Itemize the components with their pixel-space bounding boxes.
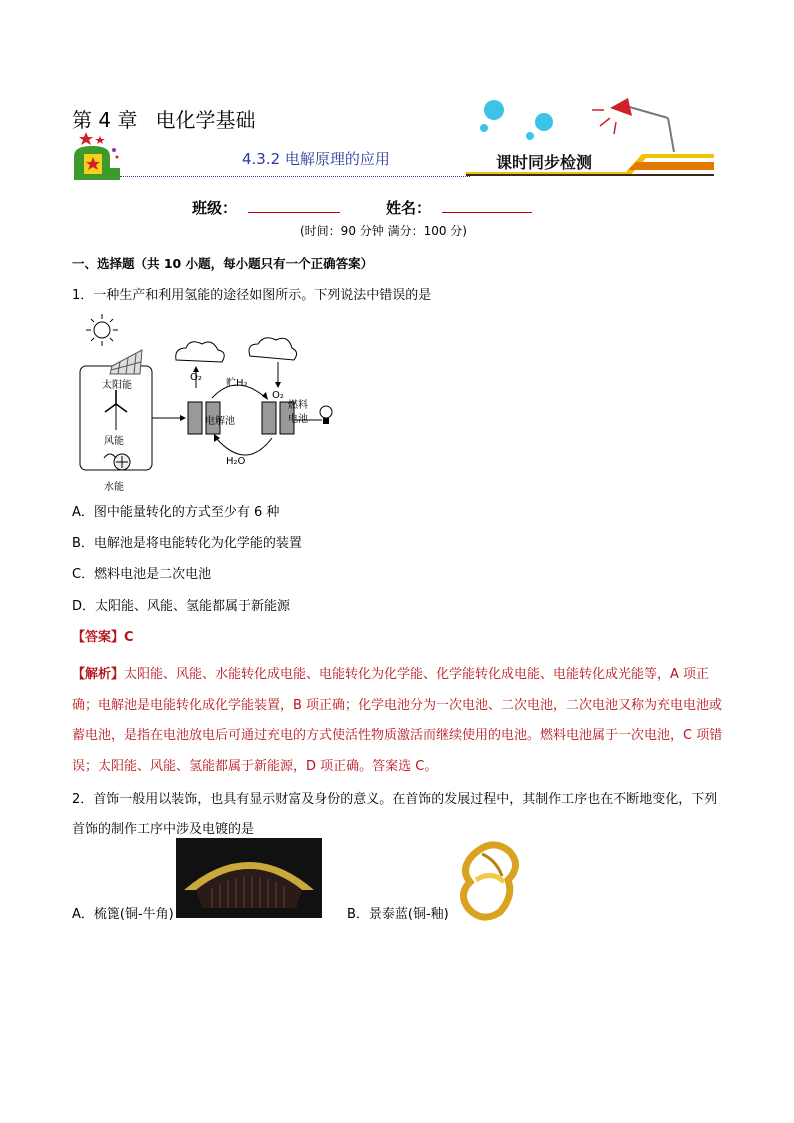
question-1-stem: 1．一种生产和利用氢能的途径如图所示。下列说法中错误的是 [72,288,432,303]
analysis-text: 太阳能、风能、水能转化成电能、电能转化为化学能、化学能转化成电能、电能转化成光能等，A 项正确；电解池是电能转化成化学能装置，B 项正确；化学电池分为一次电池、二次电池，二次电池又称为充电电池或蓄电池，是指在电池放电后可通过充电的方式使活性物质激活而继续使用的电池。燃料电池属于一次电池，C 项错误；太阳能、风能、氢能都属于新能源，D 项正确。答案选 C。 [72,667,723,774]
lamp-decoration-icon [476,96,706,156]
class-blank[interactable] [248,212,340,213]
q1-analysis [72,660,724,782]
h2o-label: H₂O [226,456,246,467]
gold-ring-image [452,836,532,926]
q1-option-d[interactable]: D．太阳能、风能、氢能都属于新能源 [72,599,291,614]
q2-option-a[interactable]: A．梳篦(铜-牛角) [72,907,174,922]
sun-icon [86,314,118,346]
chapter-number: 第 4 章 [72,108,138,132]
water-label: 水能 [104,482,124,493]
analysis-label: 【解析】 [72,667,125,682]
fuel-cell-label-2: 电池 [288,414,308,425]
name-label: 姓名： [386,199,432,217]
water-turbine-icon [104,454,130,470]
hydrogen-energy-diagram [76,312,346,498]
solar-panel-icon [110,350,142,374]
section-heading: 一、选择题（共 10 小题，每小题只有一个正确答案） [72,256,374,271]
solar-label: 太阳能 [102,380,132,391]
fuel-cell-label-1: 燃料 [288,400,308,411]
h2-label: 贮H₂ [226,378,248,389]
emblem-icon [70,128,126,182]
q1-option-c[interactable]: C．燃料电池是二次电池 [72,567,212,582]
q1-option-b[interactable]: B．电解池是将电能转化为化学能的装置 [72,536,302,551]
light-bulb-icon [320,406,332,424]
answer-value: C [124,630,134,645]
chapter-title: 电化学基础 [155,108,256,132]
o2-left-label: O₂ [190,372,202,383]
q2-option-b[interactable]: B．景泰蓝(铜-釉) [347,907,449,922]
name-blank[interactable] [442,212,532,213]
wind-turbine-icon [105,390,127,430]
header-rule [120,176,470,177]
o2-right-label: O₂ [272,390,284,401]
electrolysis-label: 电解池 [205,416,235,427]
answer-label: 【答案】 [72,630,125,645]
question-2-stem: 2．首饰一般用以装饰，也具有显示财富及身份的意义。在首饰的发展过程中，其制作工序也在不断地变化，下列首饰的制作工序中涉及电镀的是 [72,792,718,837]
wind-label: 风能 [104,436,124,447]
q1-answer [72,628,732,648]
comb-image [176,838,322,918]
section-title: 4.3.2 电解原理的应用 [242,150,390,168]
q1-option-a[interactable]: A．图中能量转化的方式至少有 6 种 [72,505,280,520]
time-info: (时间：90 分钟 满分：100 分) [300,224,467,238]
class-label: 班级： [192,199,238,217]
banner-title: 课时同步检测 [496,153,593,172]
